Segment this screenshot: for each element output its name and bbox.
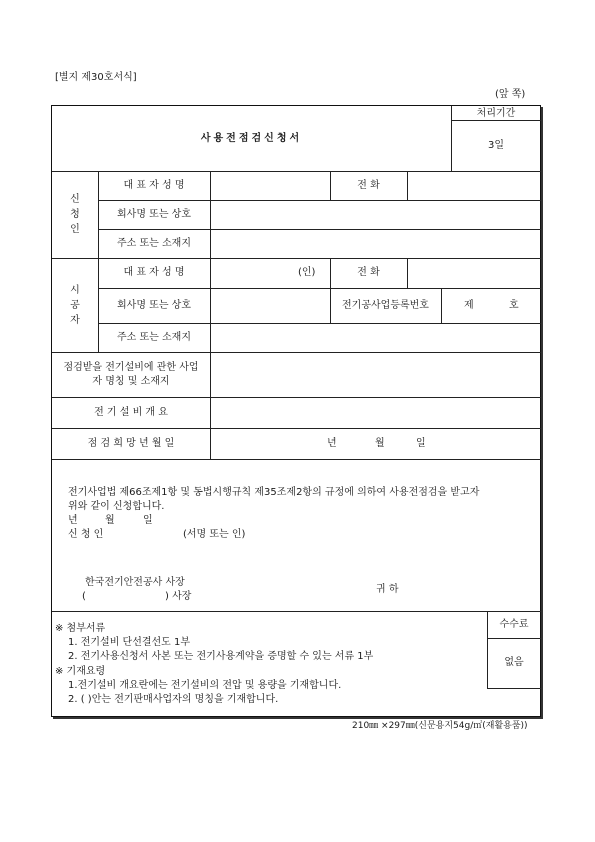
applicant-rep-field[interactable]: [211, 172, 329, 199]
desired-day-unit: 일: [416, 438, 426, 449]
processing-period-value: 3일: [487, 140, 505, 151]
recipient-name-field[interactable]: [92, 589, 162, 603]
facility-site-label: [52, 352, 210, 397]
applicant-address-field[interactable]: [211, 230, 540, 257]
contractor-phone-label: 전 화: [357, 267, 380, 278]
statement-year-unit: 년: [68, 515, 78, 526]
facility-site-field[interactable]: [211, 353, 540, 396]
instructions-label: ※ 기재요령: [55, 666, 106, 677]
desired-month-unit: 월: [375, 438, 385, 449]
fee-value: 없음: [504, 657, 524, 668]
statement-month-unit: 월: [105, 515, 115, 526]
recipient-open-paren: (: [82, 591, 86, 602]
contractor-rep-label: 대 표 자 성 명: [123, 267, 185, 278]
instruction-item: 2. ( )안는 전기판매사업자의 명칭을 기재합니다.: [68, 694, 279, 705]
applicant-phone-field[interactable]: [408, 172, 540, 199]
registration-prefix: 제: [464, 300, 474, 311]
form-number-label: [별지 제30호서식]: [55, 72, 137, 83]
facility-site-label-line: 자 명칭 및 소재지: [92, 375, 170, 387]
desired-date-label: 점 검 희 망 년 월 일: [87, 437, 175, 449]
statement-line-2: 위와 같이 신청합니다.: [68, 501, 165, 512]
contractor-char: 공: [70, 299, 80, 311]
applicant-address-label: 주소 또는 소재지: [117, 237, 191, 249]
contractor-char: 시: [70, 284, 80, 296]
contractor-company-field[interactable]: [211, 289, 329, 322]
applicant-company-label: 회사명 또는 상호: [117, 208, 191, 220]
col-line: [441, 288, 442, 323]
fee-divider: [487, 688, 541, 689]
registration-number-field[interactable]: [476, 289, 506, 322]
attachment-item: 2. 전기사용신청서 사본 또는 전기사용계약을 증명할 수 있는 서류 1부: [68, 651, 374, 662]
recipient-line-1: 한국전기안전공사 사장: [85, 577, 185, 588]
contractor-address-field[interactable]: [211, 324, 540, 351]
applicant-group-label: [52, 171, 98, 258]
contractor-address-label: 주소 또는 소재지: [117, 331, 191, 343]
desired-year-unit: 년: [327, 438, 337, 449]
applicant-company-field[interactable]: [211, 201, 540, 228]
contractor-company-label: 회사명 또는 상호: [117, 299, 191, 311]
fee-label: 수수료: [499, 618, 529, 630]
contractor-seal-mark: (인): [298, 267, 316, 278]
row-line: [52, 611, 541, 612]
row-line: [52, 459, 541, 460]
paper-spec: 210㎜ ×297㎜(신문용지54g/㎡(재활용품)): [352, 721, 528, 731]
form-title: 사용전점검신청서: [200, 132, 303, 144]
contractor-registration-label: 전기공사업등록번호: [342, 299, 429, 311]
processing-period-label: 처리기간: [476, 107, 516, 119]
registration-suffix: 호: [509, 300, 519, 311]
applicant-char: 청: [70, 209, 80, 220]
applicant-rep-label: 대 표 자 성 명: [123, 179, 185, 191]
signer-label: 신 청 인: [68, 529, 104, 540]
facility-summary-label: 전 기 설 비 개 요: [94, 406, 168, 418]
attachments-label: ※ 첨부서류: [55, 623, 106, 634]
page-side-label: (앞 쪽): [495, 89, 526, 100]
honorific: 귀 하: [376, 584, 399, 595]
facility-summary-field[interactable]: [211, 398, 540, 427]
applicant-phone-label: 전 화: [357, 179, 380, 191]
facility-site-label-line: 점검받을 전기설비에 관한 사업: [63, 361, 199, 373]
statement-line-1: 전기사업법 제66조제1항 및 동법시행규칙 제35조제2항의 규정에 의하여 사용전점검을 받고자: [68, 487, 480, 498]
signature-note: (서명 또는 인): [183, 529, 246, 540]
statement-day-unit: 일: [143, 515, 153, 526]
applicant-char: 인: [70, 224, 80, 235]
recipient-line-2: ) 사장: [165, 591, 192, 602]
attachment-item: 1. 전기설비 단선결선도 1부: [68, 637, 191, 648]
contractor-group-label: [52, 258, 98, 352]
applicant-char: 신: [70, 194, 80, 205]
contractor-phone-field[interactable]: [408, 259, 540, 287]
signer-signature-field[interactable]: [110, 527, 180, 541]
contractor-char: 자: [70, 314, 80, 326]
instruction-item: 1.전기설비 개요란에는 전기설비의 전압 및 용량을 기재합니다.: [68, 680, 342, 691]
